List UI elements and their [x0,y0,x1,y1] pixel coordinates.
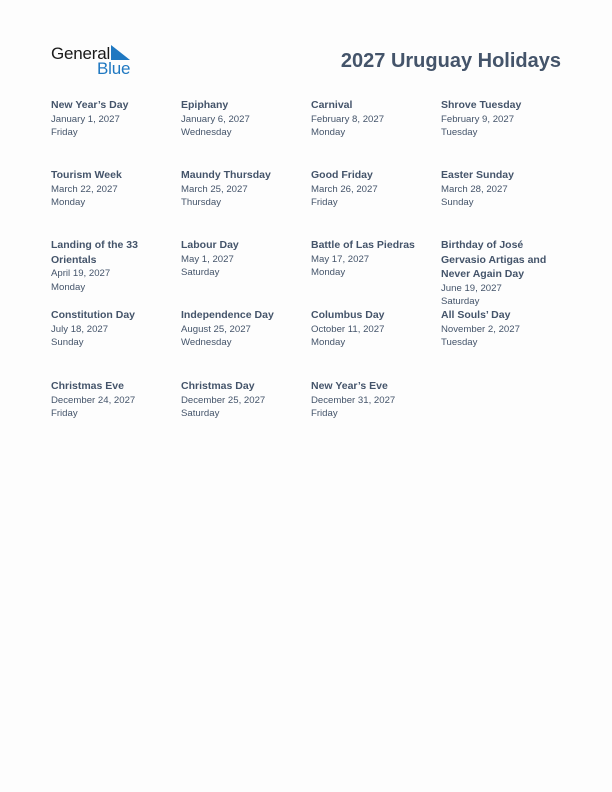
holiday-weekday: Friday [311,408,338,420]
holiday-date: October 11, 2027 [311,323,385,335]
holiday-date: March 25, 2027 [181,183,248,195]
holiday-weekday: Saturday [181,267,220,279]
holiday-name: New Year’s Eve [311,380,388,392]
holiday-name: Christmas Eve [51,380,124,392]
holiday-weekday: Tuesday [441,337,478,349]
holiday-item [181,98,303,140]
logo-triangle-icon [111,45,130,60]
holiday-name: New Year’s Day [51,99,129,111]
holiday-item [441,238,563,309]
holiday-date: June 19, 2027 [441,282,502,294]
holiday-name: Landing of the 33 Orientals [51,239,138,266]
holiday-name: Easter Sunday [441,169,514,181]
holiday-item [181,379,303,421]
holiday-item [311,98,433,140]
holiday-date: May 1, 2027 [181,253,234,265]
holiday-date: April 19, 2027 [51,268,111,279]
holiday-date: May 17, 2027 [311,253,370,265]
holiday-name: Epiphany [181,99,229,111]
holiday-item [441,98,563,140]
logo-word-blue: Blue [97,59,131,78]
holiday-name: Battle of Las Piedras [311,239,415,251]
holiday-weekday: Friday [311,197,338,209]
holiday-name: Carnival [311,99,353,111]
holiday-weekday: Wednesday [181,127,232,139]
holiday-item [51,168,173,210]
holiday-item [311,238,433,280]
holiday-date: December 25, 2027 [181,394,266,406]
holiday-item [181,238,303,280]
holiday-weekday: Wednesday [181,337,232,349]
holiday-date: December 31, 2027 [311,394,396,406]
holiday-name: Constitution Day [51,309,135,321]
holiday-date: January 1, 2027 [51,113,120,125]
holiday-name: Independence Day [181,309,274,321]
holiday-name: Good Friday [311,169,373,181]
holiday-item [311,168,433,210]
holiday-date: March 26, 2027 [311,183,378,195]
holiday-name: Shrove Tuesday [441,99,522,111]
holiday-item [181,168,303,210]
holiday-name: Birthday of José Gervasio Artigas and Never Again Day [441,239,547,280]
holiday-name: Christmas Day [181,380,255,392]
holiday-name: Maundy Thursday [181,169,271,181]
page-title: 2027 Uruguay Holidays [340,50,561,72]
holiday-name: Tourism Week [51,169,122,181]
holiday-weekday: Sunday [441,197,474,209]
holiday-item [181,308,303,350]
holiday-item [51,238,173,295]
holiday-date: February 9, 2027 [441,113,515,125]
holiday-item [51,308,173,350]
holiday-item [311,308,433,350]
holiday-date: March 28, 2027 [441,183,508,195]
holiday-item [51,98,173,140]
holiday-weekday: Friday [51,408,78,420]
holiday-item [51,379,173,421]
holiday-date: July 18, 2027 [51,323,109,335]
holiday-weekday: Thursday [181,197,221,209]
holiday-date: August 25, 2027 [181,323,251,335]
holiday-date: March 22, 2027 [51,183,118,195]
holiday-name: Labour Day [181,239,239,251]
holiday-weekday: Tuesday [441,127,478,139]
holiday-weekday: Sunday [51,337,84,349]
holiday-weekday: Monday [311,267,346,279]
holiday-name: All Souls’ Day [441,309,511,321]
holiday-weekday: Saturday [441,296,480,308]
holiday-item [441,308,563,350]
holiday-weekday: Monday [311,127,346,139]
holiday-date: December 24, 2027 [51,394,136,406]
generalblue-logo [51,44,141,78]
holiday-name: Columbus Day [311,309,385,321]
holiday-item [311,379,433,421]
holiday-weekday: Monday [311,337,346,349]
holiday-date: January 6, 2027 [181,113,250,125]
logo-word-general: General [51,44,111,63]
holiday-date: February 8, 2027 [311,113,385,125]
holiday-weekday: Saturday [181,408,220,420]
holiday-weekday: Monday [51,197,86,209]
holiday-weekday: Monday [51,281,86,293]
holiday-weekday: Friday [51,127,78,139]
holiday-item [441,168,563,210]
holiday-date: November 2, 2027 [441,323,520,335]
